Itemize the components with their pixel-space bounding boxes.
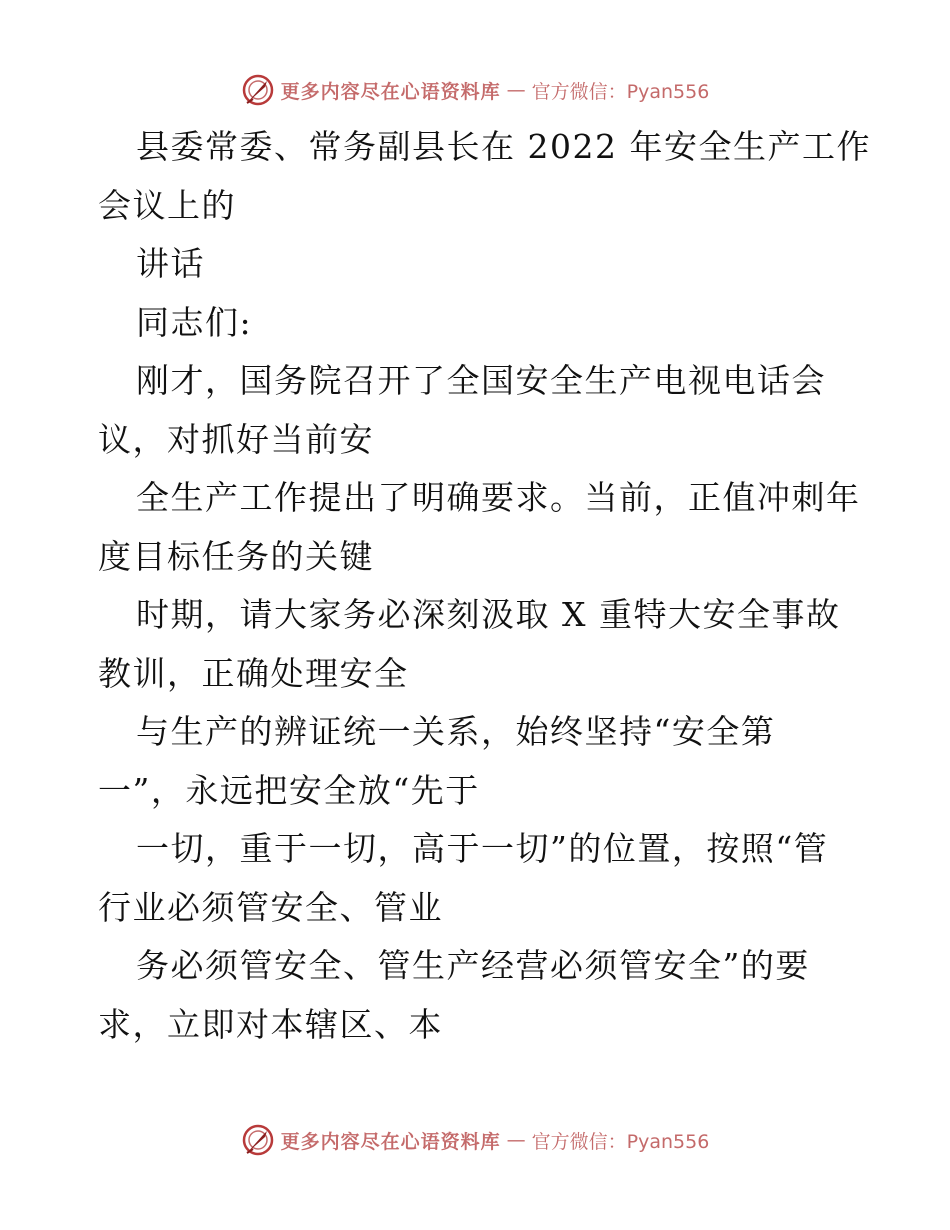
banner-wechat-text: 官方微信：Pyan556 (531, 80, 710, 103)
text-line: 求，立即对本辖区、本 (98, 1004, 443, 1044)
text-line: 一”，永远把安全放“先于 (98, 770, 480, 810)
text-line: 务必须管安全、管生产经营必须管安全”的要 (136, 946, 810, 985)
text-line: 会议上的 (98, 185, 236, 225)
text-line: 行业必须管安全、管业 (98, 887, 443, 927)
text-line: 讲话 (136, 244, 205, 283)
banner-wechat-text: 官方微信：Pyan556 (531, 1130, 710, 1153)
banner-dash: — (506, 79, 526, 101)
text-line: 度目标任务的关键 (98, 536, 374, 576)
banner-brand-text: 更多内容尽在心语资料库 (280, 1130, 501, 1153)
banner-brand-text: 更多内容尽在心语资料库 (280, 80, 501, 103)
text-line: 与生产的辨证统一关系，始终坚持“安全第 (136, 712, 776, 751)
footer-banner (0, 1120, 950, 1160)
text-line: 同志们: (136, 302, 253, 342)
text-line: 县委常委、常务副县长在 2022 年安全生产工作 (136, 127, 871, 166)
quill-logo-icon (241, 73, 275, 107)
text-line: 时期，请大家务必深刻汲取 X 重特大安全事故 (136, 595, 841, 634)
header-banner (0, 70, 950, 110)
quill-logo-icon (241, 1123, 275, 1157)
banner-dash: — (506, 1129, 526, 1151)
text-line: 一切，重于一切，高于一切”的位置，按照“管 (136, 829, 829, 868)
document-body (98, 118, 878, 1054)
text-line: 刚才，国务院召开了全国安全生产电视电话会 (136, 361, 826, 400)
text-line: 全生产工作提出了明确要求。当前，正值冲刺年 (136, 478, 861, 517)
text-line: 教训，正确处理安全 (98, 653, 409, 693)
text-line: 议，对抓好当前安 (98, 419, 374, 459)
